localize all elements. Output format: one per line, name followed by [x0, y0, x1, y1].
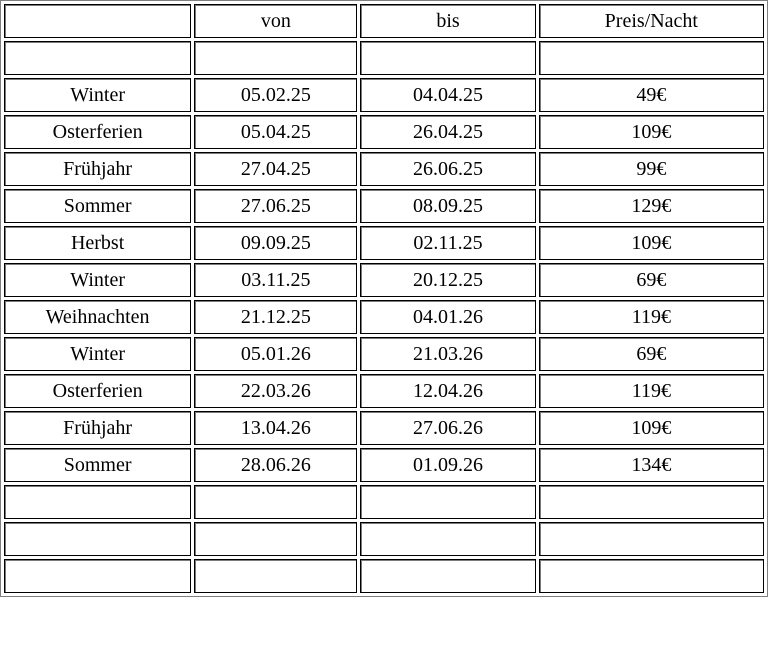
season-cell: Winter: [4, 78, 191, 112]
header-from-cell: von: [194, 4, 357, 38]
to-date-cell: 12.04.26: [360, 374, 535, 408]
from-date-cell: 22.03.26: [194, 374, 357, 408]
to-date-cell: 04.01.26: [360, 300, 535, 334]
to-date-cell: 02.11.25: [360, 226, 535, 260]
from-date-cell: 27.04.25: [194, 152, 357, 186]
from-date-cell: 21.12.25: [194, 300, 357, 334]
table-row: [4, 300, 764, 334]
from-date-cell: [194, 485, 357, 519]
season-cell: Sommer: [4, 189, 191, 223]
price-per-night-cell: 119€: [539, 300, 764, 334]
season-cell: [4, 559, 191, 593]
price-per-night-cell: 69€: [539, 337, 764, 371]
price-per-night-cell: 109€: [539, 226, 764, 260]
season-cell: Frühjahr: [4, 411, 191, 445]
price-per-night-cell: 109€: [539, 115, 764, 149]
to-date-cell: 01.09.26: [360, 448, 535, 482]
price-per-night-cell: 129€: [539, 189, 764, 223]
from-date-cell: 27.06.25: [194, 189, 357, 223]
season-cell: Winter: [4, 263, 191, 297]
table-row: [4, 559, 764, 593]
to-date-cell: 20.12.25: [360, 263, 535, 297]
season-cell: Osterferien: [4, 115, 191, 149]
to-date-cell: [360, 41, 535, 75]
season-cell: Frühjahr: [4, 152, 191, 186]
to-date-cell: 27.06.26: [360, 411, 535, 445]
table-row: [4, 448, 764, 482]
table-row: [4, 485, 764, 519]
to-date-cell: 04.04.25: [360, 78, 535, 112]
header-season-cell: [4, 4, 191, 38]
to-date-cell: 26.04.25: [360, 115, 535, 149]
table-row: [4, 263, 764, 297]
from-date-cell: 05.01.26: [194, 337, 357, 371]
table-body: [4, 4, 764, 593]
table-row: [4, 41, 764, 75]
season-cell: Sommer: [4, 448, 191, 482]
price-per-night-cell: 109€: [539, 411, 764, 445]
to-date-cell: 08.09.25: [360, 189, 535, 223]
from-date-cell: 09.09.25: [194, 226, 357, 260]
season-cell: Weihnachten: [4, 300, 191, 334]
to-date-cell: 26.06.25: [360, 152, 535, 186]
from-date-cell: 05.02.25: [194, 78, 357, 112]
season-cell: Osterferien: [4, 374, 191, 408]
table-row: [4, 152, 764, 186]
table-row: [4, 374, 764, 408]
from-date-cell: 05.04.25: [194, 115, 357, 149]
price-per-night-cell: 119€: [539, 374, 764, 408]
from-date-cell: [194, 41, 357, 75]
table-row: [4, 337, 764, 371]
price-per-night-cell: [539, 559, 764, 593]
season-cell: Herbst: [4, 226, 191, 260]
table-row: [4, 522, 764, 556]
header-to-cell: bis: [360, 4, 535, 38]
table-header-row: [4, 4, 764, 38]
from-date-cell: [194, 559, 357, 593]
from-date-cell: [194, 522, 357, 556]
price-per-night-cell: 134€: [539, 448, 764, 482]
from-date-cell: 03.11.25: [194, 263, 357, 297]
from-date-cell: 13.04.26: [194, 411, 357, 445]
table-row: [4, 411, 764, 445]
to-date-cell: [360, 559, 535, 593]
to-date-cell: [360, 522, 535, 556]
season-cell: [4, 41, 191, 75]
season-cell: [4, 522, 191, 556]
price-per-night-cell: [539, 485, 764, 519]
season-cell: [4, 485, 191, 519]
to-date-cell: 21.03.26: [360, 337, 535, 371]
header-price-cell: Preis/Nacht: [539, 4, 764, 38]
table-row: [4, 78, 764, 112]
table-row: [4, 189, 764, 223]
price-per-night-cell: 99€: [539, 152, 764, 186]
price-per-night-cell: [539, 41, 764, 75]
table-row: [4, 226, 764, 260]
from-date-cell: 28.06.26: [194, 448, 357, 482]
price-per-night-cell: [539, 522, 764, 556]
table-row: [4, 115, 764, 149]
season-cell: Winter: [4, 337, 191, 371]
price-per-night-cell: 49€: [539, 78, 764, 112]
price-per-night-cell: 69€: [539, 263, 764, 297]
to-date-cell: [360, 485, 535, 519]
